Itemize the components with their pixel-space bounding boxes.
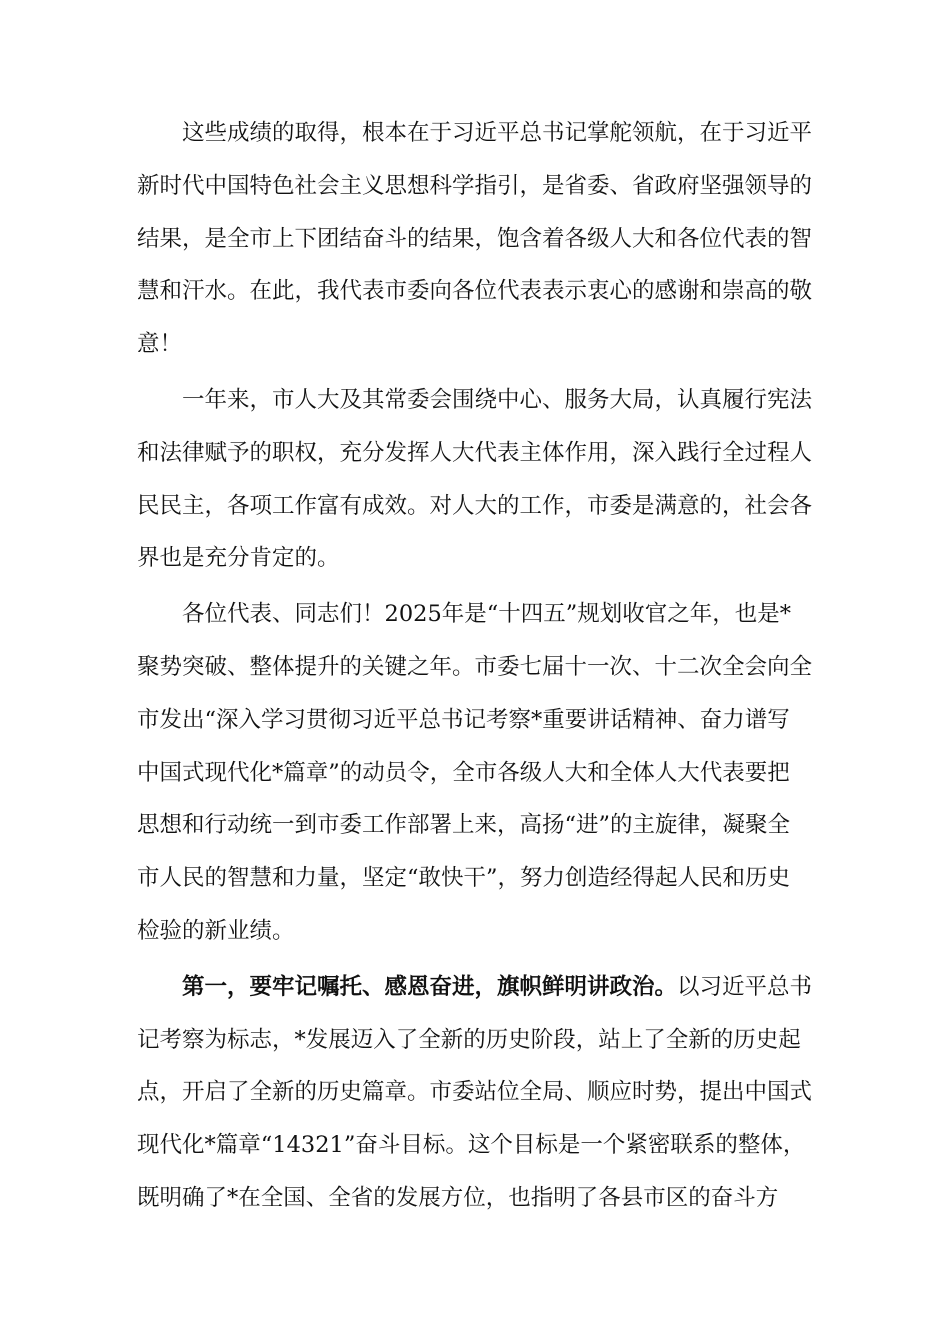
paragraph-2025-goals <box>137 588 817 958</box>
text-line: 现代化*篇章“14321”奋斗目标。这个目标是一个紧密联系的整体， <box>137 1132 806 1159</box>
text-line: 界也是充分肯定的。 <box>137 545 340 572</box>
text-line: 记考察为标志，*发展迈入了全新的历史阶段，站上了全新的历史起 <box>137 1026 801 1053</box>
paragraph-peoples-congress <box>137 374 817 585</box>
paragraph-first-point <box>137 961 817 1225</box>
text-line: 一年来，市人大及其常委会围绕中心、服务大局，认真履行宪法 <box>182 386 813 413</box>
text-line: 点，开启了全新的历史篇章。市委站位全局、顺应时势，提出中国式 <box>137 1079 813 1106</box>
text-line: 既明确了*在全国、全省的发展方位，也指明了各县市区的奋斗方 <box>137 1184 779 1211</box>
text-line: 民民主，各项工作富有成效。对人大的工作，市委是满意的，社会各 <box>137 492 813 519</box>
text-line <box>137 961 817 1014</box>
text-line: 检验的新业绩。 <box>137 917 295 944</box>
text-line: 市人民的智慧和力量，坚定“敢快干”，努力创造经得起人民和历史 <box>137 865 791 892</box>
text-line: 和法律赋予的职权，充分发挥人大代表主体作用，深入践行全过程人 <box>137 439 813 466</box>
text-line: 聚势突破、整体提升的关键之年。市委七届十一次、十二次全会向全 <box>137 653 813 680</box>
text-line: 新时代中国特色社会主义思想科学指引，是省委、省政府坚强领导的 <box>137 172 813 199</box>
text-line: 中国式现代化*篇章”的动员令，全市各级人大和全体人大代表要把 <box>137 759 790 786</box>
section-heading: 第一，要牢记嘱托、感恩奋进，旗帜鲜明讲政治。 <box>182 973 678 1000</box>
text-line: 意！ <box>137 331 183 358</box>
text-line: 市发出“深入学习贯彻习近平总书记考察*重要讲话精神、奋力谱写 <box>137 706 790 733</box>
document-page <box>137 107 817 1228</box>
paragraph-achievements <box>137 107 817 371</box>
text-line: 这些成绩的取得，根本在于习近平总书记掌舵领航，在于习近平 <box>182 120 813 146</box>
text-line: 各位代表、同志们！2025年是“十四五”规划收官之年，也是* <box>182 601 792 628</box>
text-line: 思想和行动统一到市委工作部署上来，高扬“进”的主旋律，凝聚全 <box>137 812 791 839</box>
text-run: 以习近平总书 <box>677 973 813 1000</box>
text-line: 慧和汗水。在此，我代表市委向各位代表表示衷心的感谢和崇高的敬 <box>137 278 813 305</box>
text-line: 结果，是全市上下团结奋斗的结果，饱含着各级人大和各位代表的智 <box>137 225 813 252</box>
